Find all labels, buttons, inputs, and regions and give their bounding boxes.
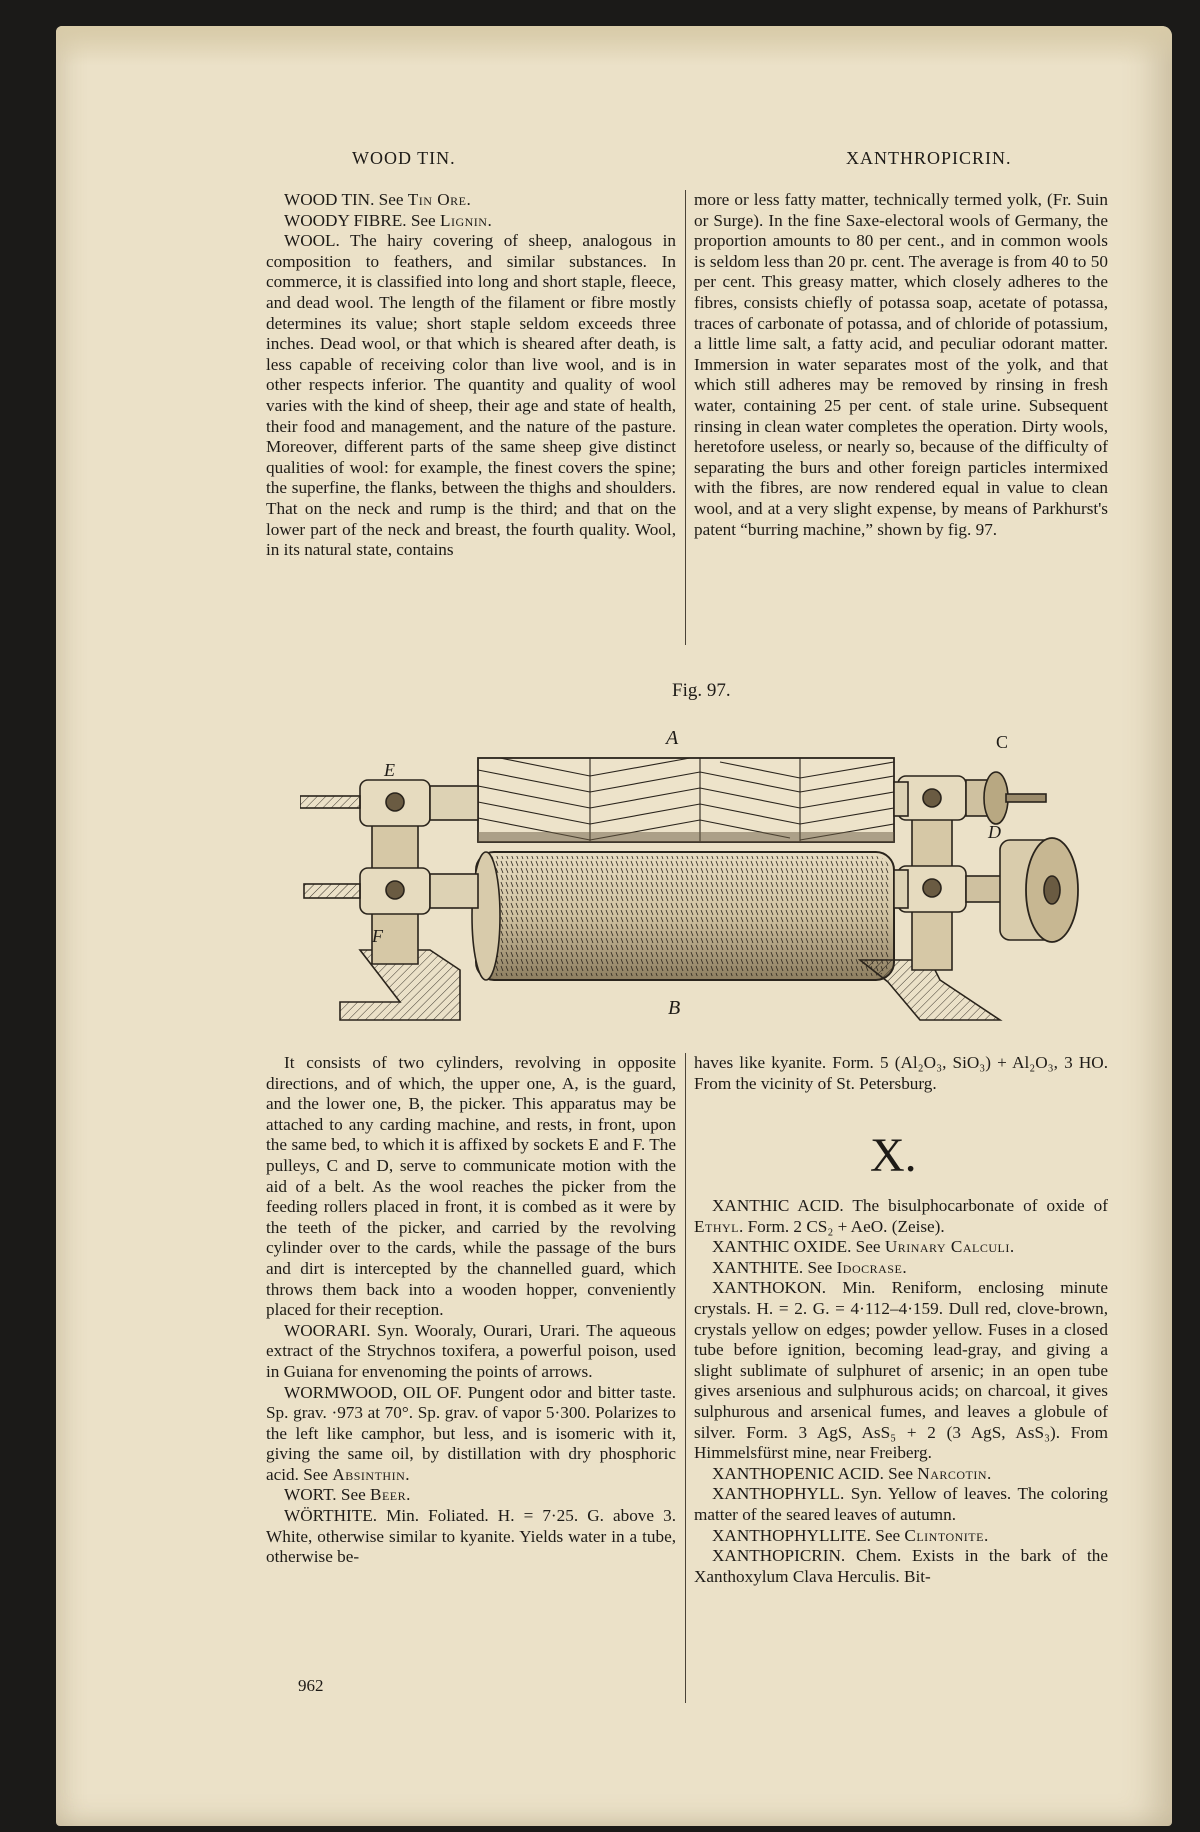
label-d: D — [988, 822, 1001, 842]
cross-reference: Clintonite — [904, 1525, 984, 1545]
entry-tail: . — [406, 1485, 411, 1505]
cross-reference: Beer — [370, 1485, 407, 1505]
pulley-c — [966, 772, 1046, 824]
label-b: B — [668, 997, 681, 1019]
dictionary-entry — [266, 1321, 676, 1383]
column-left-top — [266, 190, 676, 561]
entry-text: WOORARI. Syn. Wooraly, Ourari, Urari. The aqueous extract of the Strychnos toxifera, a powerful poison, used in Guiana for envenoming the points of arrows. — [266, 1320, 676, 1381]
dictionary-entry — [266, 231, 676, 561]
dictionary-entry — [694, 1484, 1108, 1525]
dictionary-entry — [266, 190, 676, 211]
guard-cylinder — [478, 758, 894, 842]
dictionary-entry — [694, 1464, 1108, 1485]
left-stand — [300, 780, 478, 1020]
worthite-continued-paragraph: haves like kyanite. Form. 5 (Al₂O₃, SiO₃) + Al₂O₃, 3 HO. From the vicinity of St. Petersburg. — [694, 1053, 1108, 1093]
dictionary-entry — [266, 1485, 676, 1506]
wool-continued-paragraph: more or less fatty matter, technically termed yolk, (Fr. Suin or Surge). In the fine Saxe-electoral wools of Germany, the proportion amounts to 80 per cent., and in common wools is seldom less than 20 pr. cent. The average is from 40 to 50 per cent. This greasy matter, which closely adheres to the fibres, consists chiefly of potassa soap, acetate of potassa, traces of carbonate of potassa, and of chloride of potassium, a little lime salt, a fatty acid, and peculiar odorant matter. Immersion in water separates most of the yolk, and that which still adheres may be removed by rinsing in fresh water, containing 25 per cent. of stale urine. Subsequent rinsing in clean water completes the operation. Dirty wools, heretofore useless, or nearly so, because of the difficulty of separating the burs and other foreign particles intermixed with the fibres, are now rendered equal in value to clean wool, and at a very slight expense, by means of Parkhurst's patent “burring machine,” shown by fig. 97. — [694, 190, 1108, 539]
entry-tail: . — [1009, 1237, 1015, 1257]
entry-text: XANTHOPHYLLITE. See — [712, 1525, 905, 1545]
burring-machine-figure — [300, 720, 1080, 1030]
entry-text: WOODY FIBRE. See — [284, 210, 440, 230]
picker-cylinder — [472, 852, 894, 980]
column-rule-top — [685, 190, 686, 645]
dictionary-entry — [694, 1526, 1108, 1547]
column-rule-bottom — [685, 1053, 686, 1703]
entry-tail: . — [405, 1464, 410, 1484]
entry-tail: . — [466, 190, 471, 209]
dictionary-entry — [694, 1196, 1108, 1237]
entry-tail: . Form. 2 CS₂ + AeO. (Zeise). — [739, 1216, 945, 1236]
entry-tail: . — [983, 1525, 989, 1545]
entry-tail: . — [902, 1257, 907, 1277]
dictionary-entry — [266, 211, 676, 232]
entry-tail: . — [487, 210, 492, 230]
dictionary-entry — [694, 1258, 1108, 1279]
entry-text: XANTHOKON. Min. Reniform, enclosing minute crystals. H. = 2. G. = 4·112–4·159. Dull red, clove-brown, crystals yellow on edges; powder yellow. Fuses in a closed tube before ignition, becoming lead-gray, and giving a slight sublimate of sulphuret of arsenic; in an open tube gives arsenious and sulphurous acids; on charcoal, it gives sulphurous and arsenical fumes, and leaves a globule of silver. Form. 3 AgS, AsS₅ + 2 (3 AgS, AsS₃). From Himmelsfürst mine, near Freiberg. — [694, 1278, 1108, 1463]
entry-tail: . — [987, 1463, 992, 1483]
page-number: 962 — [298, 1676, 324, 1695]
entry-text: WOOD TIN. See — [284, 190, 408, 209]
cross-reference: Urinary Calculi — [884, 1237, 1010, 1257]
dictionary-entry — [266, 1506, 676, 1568]
label-f: F — [372, 926, 383, 946]
label-c: C — [996, 732, 1009, 752]
entry-text: WÖRTHITE. Min. Foliated. H. = 7·25. G. above 3. White, otherwise similar to kyanite. Yields water in a tube, otherwise be- — [266, 1506, 676, 1567]
entry-text: WORMWOOD, OIL OF. Pungent odor and bitter taste. Sp. grav. ·973 at 70°. Sp. grav. of vapor 5·300. Polarizes to the left like camphor, but less, and is isomeric with it, giving the same oil, by distillation with dry phosphoric acid. See — [266, 1382, 676, 1484]
column-right-bottom — [694, 1196, 1108, 1587]
dictionary-entry — [694, 1546, 1108, 1587]
entry-text: XANTHOPICRIN. Chem. Exists in the bark of the Xanthoxylum Clava Herculis. Bit- — [694, 1546, 1108, 1586]
dictionary-entry — [694, 1278, 1108, 1463]
cross-reference: Tin Ore — [407, 190, 467, 209]
dictionary-entry — [694, 1237, 1108, 1258]
column-right-top — [694, 190, 1108, 540]
section-letter: X. — [870, 1129, 917, 1182]
entry-text: XANTHIC ACID. The bisulphocarbonate of oxide of — [712, 1196, 1108, 1215]
dictionary-entry — [266, 1053, 676, 1321]
column-right-bottom-intro — [694, 1053, 1108, 1094]
figure-caption: Fig. 97. — [672, 680, 731, 701]
running-head-left: WOOD TIN. — [352, 148, 456, 168]
entry-text: XANTHITE. See — [712, 1257, 837, 1277]
running-head-right: XANTHROPICRIN. — [846, 148, 1012, 168]
entry-text: XANTHIC OXIDE. See — [712, 1237, 885, 1257]
cross-reference: Idocrase — [836, 1257, 903, 1277]
cross-reference: Lignin — [439, 210, 488, 230]
cross-reference: Narcotin — [917, 1463, 988, 1483]
dictionary-entry — [266, 1383, 676, 1486]
entry-text: It consists of two cylinders, revolving in opposite directions, and of which, the upper one, A, is the guard, and the lower one, B, the picker. This apparatus may be attached to any carding machine, and rests, in front, upon the same bed, to which it is affixed by sockets E and F. The pulleys, C and D, serve to communicate motion with the aid of a belt. As the wool reaches the picker from the feeding rollers placed in front, it is combed as it were by the teeth of the picker, and carried by the revolving cylinder over to the cards, while the passage of the burs and dirt is intercepted by the channelled guard, which throws them back into a wooden hopper, conveniently placed for their reception. — [266, 1053, 676, 1320]
entry-text: XANTHOPENIC ACID. See — [712, 1463, 918, 1483]
pulley-d — [966, 838, 1078, 942]
entry-text: WORT. See — [284, 1485, 370, 1505]
entry-text: XANTHOPHYLL. Syn. Yellow of leaves. The coloring matter of the seared leaves of autumn. — [694, 1484, 1108, 1524]
label-e: E — [384, 760, 395, 780]
entry-text: WOOL. The hairy covering of sheep, analogous in composition to feathers, and similar substances. In commerce, it is classified into long and short staple, fleece, and dead wool. The length of the filament or fibre mostly determines its value; short staple seldom exceeds three inches. Dead wool, or that which is sheared after death, is less capable of receiving color than live wool, and is in other respects inferior. The quantity and quality of wool varies with the kind of sheep, their age and state of health, their food and management, and the nature of the pasture. Moreover, different parts of the same sheep give distinct qualities of wool: for example, the finest covers the spine; the superfine, the flanks, between the thighs and shoulders. That on the neck and rump is the third; and that on the lower part of the neck and breast, the fourth quality. Wool, in its natural state, contains — [266, 231, 676, 560]
cross-reference: Absinthin — [332, 1464, 406, 1484]
column-left-bottom — [266, 1053, 676, 1568]
cross-reference: Ethyl — [694, 1216, 739, 1236]
label-a: A — [666, 727, 679, 749]
